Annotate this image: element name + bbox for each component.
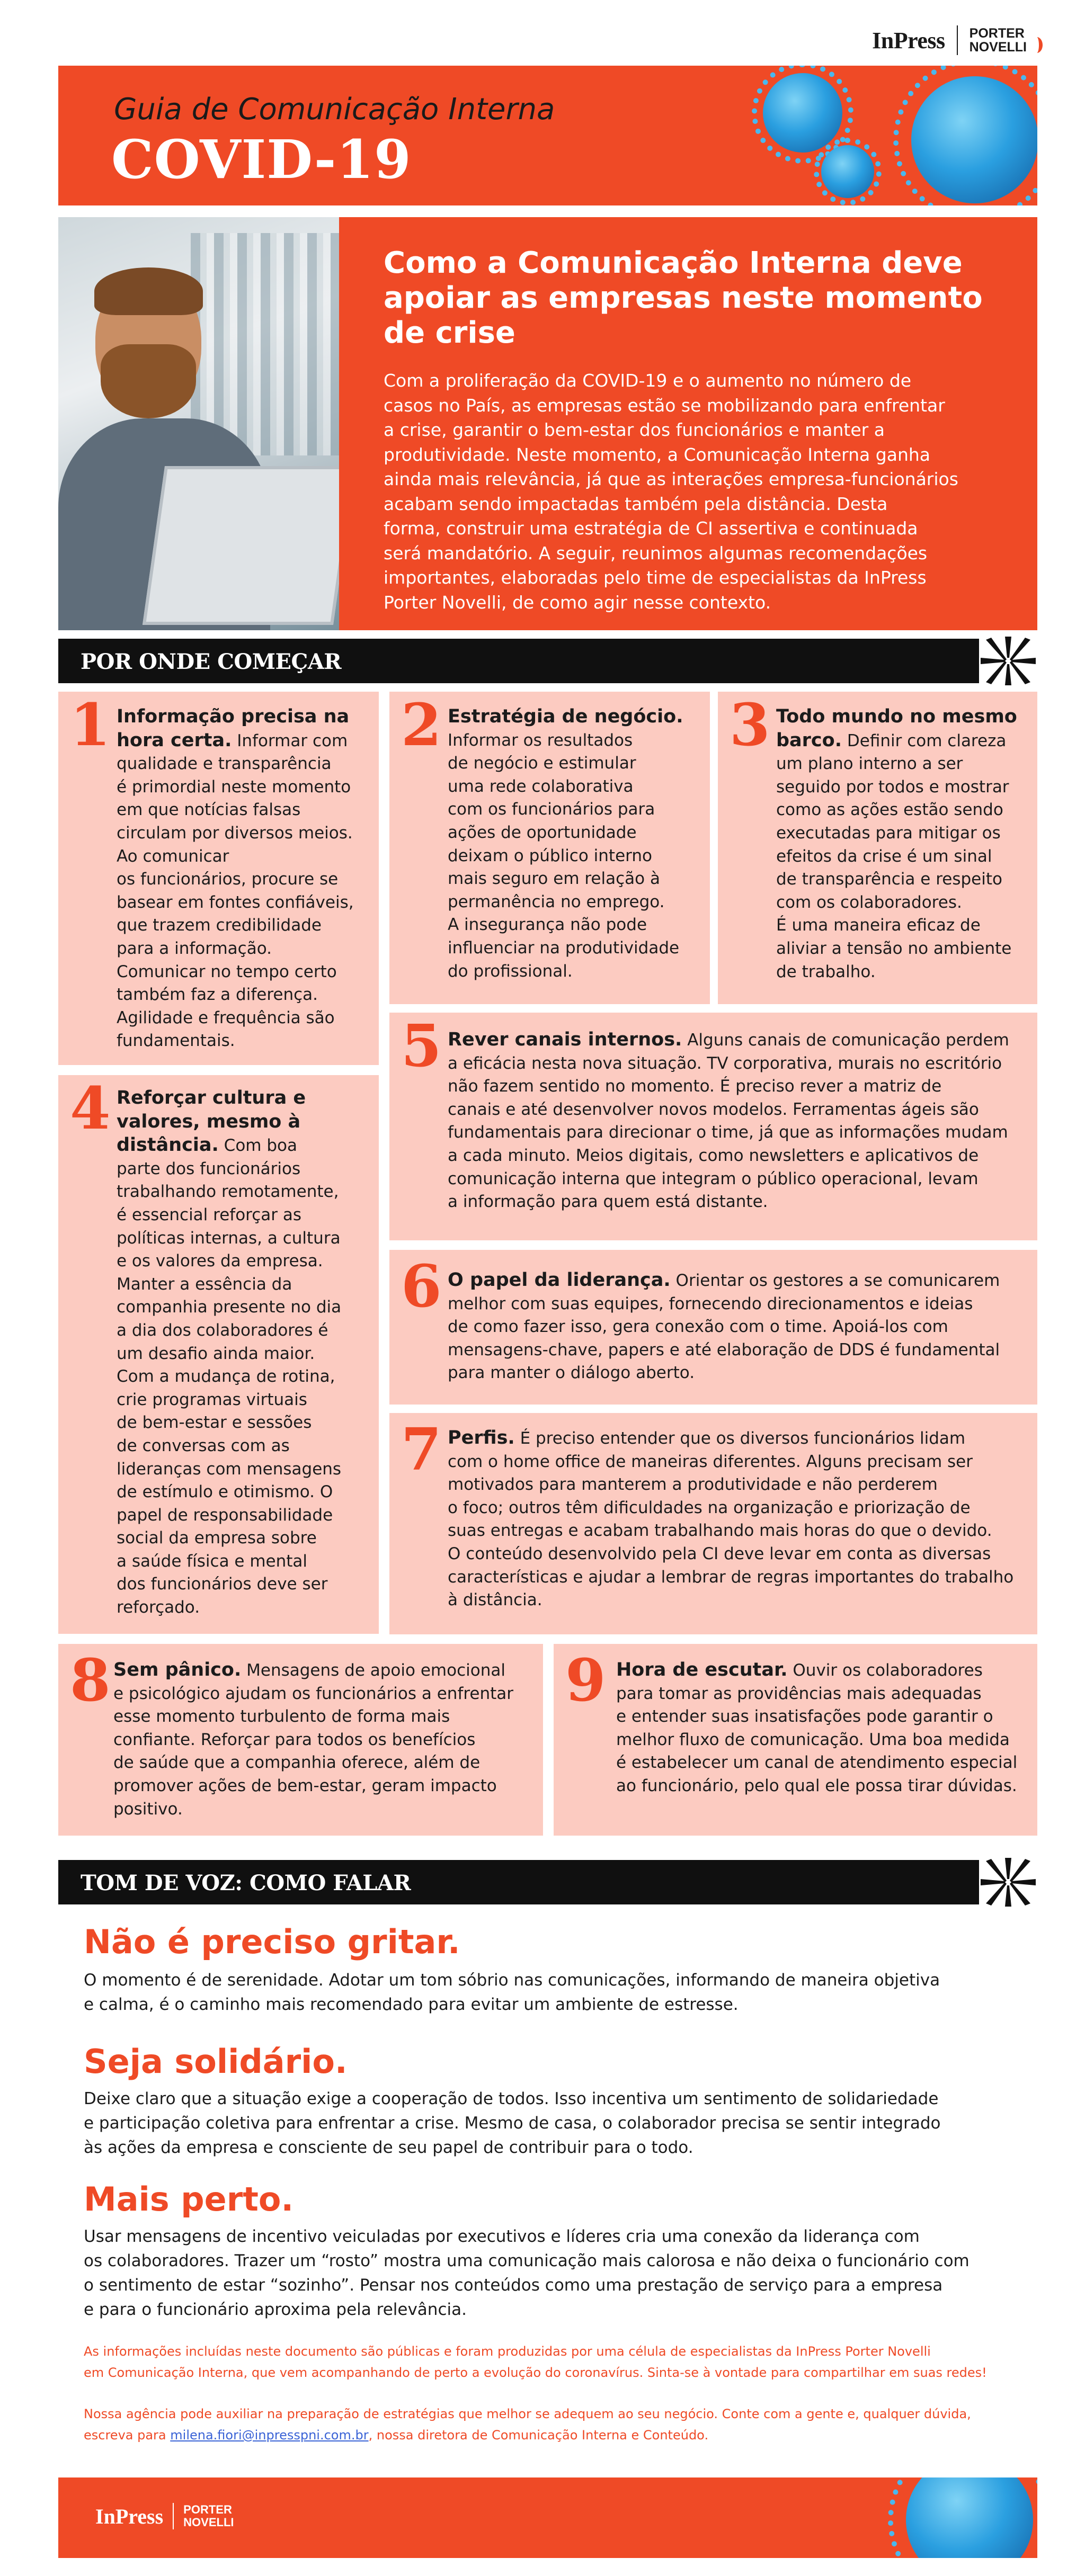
hero-banner <box>58 66 1037 205</box>
card-number: 4 <box>70 1074 111 1142</box>
section-title: POR ONDE COMEÇAR <box>81 649 342 674</box>
footer-banner <box>58 2477 1037 2558</box>
card-text: O papel da liderança. Orientar os gestores a se comunicarem melhor com suas equipes, fornecendo direcionamentos e ideias de como fazer isso, gera conexão com o time. Apoiá-los com mensagens-chave, papers e até elaboração de DDS é fundamental para manter o diálogo aberto. <box>448 1269 1000 1383</box>
logo-arc-icon <box>1031 37 1043 53</box>
logo-inpress: InPress <box>872 27 945 53</box>
starburst-icon <box>979 636 1037 686</box>
card-number: 7 <box>401 1415 442 1483</box>
card-5 <box>389 1013 1037 1240</box>
card-text: Estratégia de negócio. Informar os resultados de negócio e estimular uma rede colaborativa com os funcionários para ações de oportunidade deixam o público interno mais seguro em relação à permanência no emprego. A insegurança não pode influenciar na produtividade do profissional. <box>448 706 683 981</box>
card-4 <box>58 1075 379 1634</box>
starburst-icon <box>979 1857 1037 1908</box>
disclaimer-paragraph: As informações incluídas neste documento são públicas e foram produzidas por uma célula de especialistas da InPress Porter Novelli em Comunicação Interna, que vem acompanhando de perto a evolução do coronavírus. Sinta-se à vontade para compartilhar em suas redes! <box>84 2344 987 2380</box>
tone-heading: Não é preciso gritar. <box>84 1922 460 1961</box>
section-title: TOM DE VOZ: COMO FALAR <box>81 1871 411 1895</box>
hero-title: COVID-19 <box>111 128 412 191</box>
card-number: 5 <box>401 1012 442 1080</box>
intro-photo <box>58 217 339 630</box>
card-text: Informação precisa na hora certa. Informar com qualidade e transparência é primordial neste momento em que notícias falsas circulam por diversos meios. Ao comunicar os funcionários, procure se basear em fontes confiáveis, que trazem credibilidade para a informação. Comunicar no tempo certo também faz a diferença. Agilidade e frequência são fundamentais. <box>117 706 354 1051</box>
card-text: Rever canais internos. Alguns canais de comunicação perdem a eficácia nesta nova situação. TV corporativa, murais no escritório não fazem sentido no momento. É preciso rever a matriz de canais e até desenvolver novos modelos. Ferramentas ágeis são fundamentais para direcionar o time, já que as informações mudam a cada minuto. Meios digitais, como newsletters e aplicativos de comunicação interna que integram o público operacional, levam a informação para quem está distante. <box>448 1029 1009 1212</box>
card-8 <box>58 1644 543 1836</box>
tone-heading: Mais perto. <box>84 2180 294 2219</box>
laptop-illustration <box>143 466 339 625</box>
card-number: 2 <box>401 691 442 759</box>
virus-illustration-icon <box>821 145 874 198</box>
card-number: 3 <box>730 691 770 759</box>
tone-paragraph: O momento é de serenidade. Adotar um tom sóbrio nas comunicações, informando de maneira objetiva e calma, é o caminho mais recomendado para evitar um ambiente de estresse. <box>84 1971 940 2014</box>
card-number: 8 <box>70 1646 111 1714</box>
card-3 <box>718 692 1037 1004</box>
email-link[interactable]: milena.fiori@inpresspni.com.br <box>170 2428 369 2443</box>
contact-paragraph: Nossa agência pode auxiliar na preparação de estratégias que melhor se adequem ao seu negócio. Conte com a gente e, qualquer dúvida, escreva para milena.fiori@inpresspni.com.br, nossa diretora de Comunicação Interna e Conteúdo. <box>84 2407 971 2443</box>
logo-porter-novelli: PORTER NOVELLI <box>970 26 1027 54</box>
intro-body: Com a proliferação da COVID-19 e o aumento no número de casos no País, as empresas estão se mobilizando para enfrentar a crise, garantir o bem-estar dos funcionários e manter a produtividade. Neste momento, a Comunicação Interna ganha ainda mais relevância, já que as interações empresa-funcionários acabam sendo impactadas também pela distância. Desta forma, construir uma estratégia de CI assertiva e continuada será mandatório. A seguir, reunimos algumas recomendações importantes, elaboradas pelo time de especialistas da InPress Porter Novelli, de como agir nesse contexto. <box>384 370 958 613</box>
card-number: 6 <box>401 1252 442 1320</box>
card-text: Hora de escutar. Ouvir os colaboradores para tomar as providências mais adequadas e entender suas insatisfações pode garantir o melhor fluxo de comunicação. Uma boa medida é estabelecer um canal de atendimento especial ao funcionário, pelo qual ele possa tirar dúvidas. <box>616 1659 1018 1795</box>
intro-box <box>339 217 1037 630</box>
tone-paragraph: Deixe claro que a situação exige a cooperação de todos. Isso incentiva um sentimento de solidariedade e participação coletiva para enfrentar a crise. Mesmo de casa, o colaborador precisa se sentir integrado às ações da empresa e consciente de seu papel de contribuir para o todo. <box>84 2089 941 2157</box>
card-1 <box>58 692 379 1065</box>
card-text: Todo mundo no mesmo barco. Definir com clareza um plano interno a ser seguido por todos e mostrar como as ações estão sendo executadas para mitigar os efeitos da crise é um sinal de transparência e respeito com os colaboradores. É uma maneira eficaz de aliviar a tensão no ambiente de trabalho. <box>776 706 1017 981</box>
card-text: Reforçar cultura e valores, mesmo à distância. Com boa parte dos funcionários trabalhando remotamente, é essencial reforçar as políticas internas, a cultura e os valores da empresa. Manter a essência da companhia presente no dia a dia dos colaboradores é um desafio ainda maior. Com a mudança de rotina, crie programas virtuais de bem-estar e sessões de conversas com as lideranças com mensagens de estímulo e otimismo. O papel de responsabilidade social da empresa sobre a saúde física e mental dos funcionários deve ser reforçado. <box>117 1087 342 1617</box>
card-6 <box>389 1250 1037 1405</box>
logo-divider <box>957 25 958 55</box>
footer-logo: InPress PORTER NOVELLI <box>95 2503 234 2529</box>
section-bar-where-to-start <box>58 639 1037 683</box>
card-7 <box>389 1413 1037 1634</box>
intro-title: Como a Comunicação Interna deve apoiar as empresas neste momento de crise <box>384 246 983 350</box>
card-text: Sem pânico. Mensagens de apoio emocional e psicológico ajudam os funcionários a enfrentar esse momento turbulento de forma mais confiante. Reforçar para todos os benefícios de saúde que a companhia oferece, além de promover ações de bem-estar, geram impacto positivo. <box>113 1659 514 1819</box>
tone-heading: Seja solidário. <box>84 2042 348 2081</box>
card-9 <box>554 1644 1037 1836</box>
virus-illustration-icon <box>763 73 842 153</box>
tone-paragraph: Usar mensagens de incentivo veiculadas por executivos e líderes cria uma conexão da liderança com os colaboradores. Trazer um “rosto” mostra uma comunicação mais calorosa e não deixa o funcionário com o sentimento de estar “sozinho”. Pensar nos conteúdos como uma prestação de serviço para a empresa e para o funcionário aproxima pela relevância. <box>84 2227 970 2319</box>
card-2 <box>389 692 710 1004</box>
virus-illustration-icon <box>906 2477 1033 2558</box>
card-number: 1 <box>70 691 111 759</box>
card-text: Perfis. É preciso entender que os diversos funcionários lidam com o home office de maneiras diferentes. Alguns precisam ser motivados para manterem a produtividade e não perderem o foco; outros têm dificuldades na organização e priorização de suas entregas e acabam trabalhando mais horas do que o devido. O conteúdo desenvolvido pela CI deve levar em conta as diversas características e ajudar a lembrar de regras importantes do trabalho à distância. <box>448 1427 1014 1610</box>
section-bar-tone-of-voice <box>58 1860 1037 1904</box>
hero-subtitle: Guia de Comunicação Interna <box>114 92 555 127</box>
card-number: 9 <box>565 1646 606 1714</box>
top-logo <box>872 25 1027 55</box>
virus-illustration-icon <box>911 76 1037 203</box>
